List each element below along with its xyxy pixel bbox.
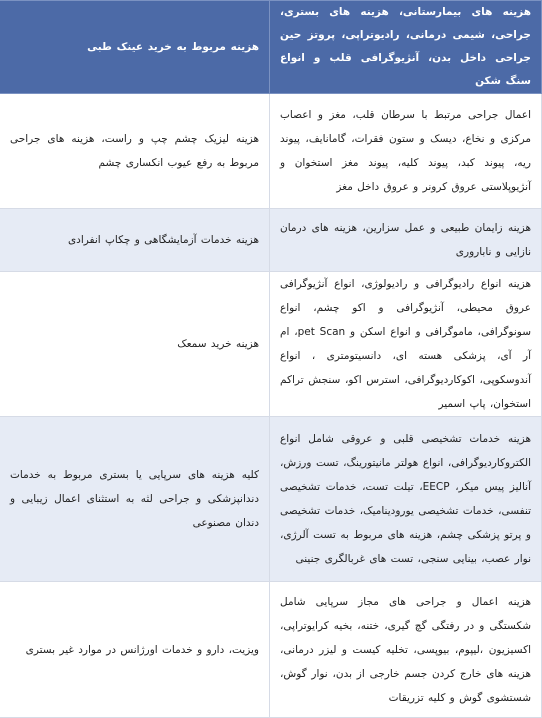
table-row — [0, 417, 542, 582]
table-cell-col-a: هزینه اعمال و جراحی های مجاز سرپایی شامل شکستگی و در رفتگی گچ گیری، ختنه، بخیه کرایوتراپی، اکسیزیون ،لیپوم، بیوپسی، تخلیه کیست و لیزر درمانی، هزینه های خارج کردن جسم خارجی از بدن، نوار گوش، شستشوی گوش و کلیه تزریقات — [270, 582, 542, 718]
table-cell-col-b: ویزیت، دارو و خدمات اورژانس در موارد غیر بستری — [0, 582, 270, 718]
table-row — [0, 209, 542, 272]
table-cell-col-b: هزینه خرید سمعک — [0, 272, 270, 417]
table-cell-col-b: کلیه هزینه های سرپایی یا بستری مربوط به خدمات دندانپزشکی و جراحی لثه به استثنای اعمال زیبایی و دندان مصنوعی — [0, 417, 270, 582]
table-row — [0, 94, 542, 209]
table-cell-col-b: هزینه خدمات آزمایشگاهی و چکاپ انفرادی — [0, 209, 270, 272]
table-cell-col-b: هزینه لیزیک چشم چپ و راست، هزینه های جراحی مربوط به رفع عیوب انکساری چشم — [0, 94, 270, 209]
table-cell-col-a: هزینه زایمان طبیعی و عمل سزارین، هزینه های درمان نازایی و ناباروری — [270, 209, 542, 272]
table-header-row — [0, 1, 542, 94]
header-col-hospital: هزینه های بیمارستانی، هزینه های بستری، جراحی، شیمی درمانی، رادیوتراپی، پروتز حین جراحی داخل بدن، آنژیوگرافی قلب و انواع سنگ شکن — [270, 1, 542, 94]
table-cell-col-a: اعمال جراحی مرتبط با سرطان قلب، مغز و اعصاب مرکزی و نخاع، دیسک و ستون فقرات، گامانایف، پیوند ریه، پیوند کبد، پیوند کلیه، پیوند مغز استخوان و آنژیوپلاستی عروق کرونر و عروق داخل مغز — [270, 94, 542, 209]
table-row — [0, 272, 542, 417]
header-col-glasses: هزینه مربوط به خرید عینک طبی — [0, 1, 270, 94]
table-cell-col-a: هزینه انواع رادیوگرافی و رادیولوژی، انواع آنژیوگرافی عروق محیطی، آنژیوگرافی و اکو چشم، انواع سونوگرافی، ماموگرافی و انواع اسکن و pet Scan، ام آر آی، پزشکی هسته ای، دانسیتومتری ، انواع آندوسکوپی، اکوکاردیوگرافی، استرس اکو، سنجش تراکم استخوان، پاپ اسمیر — [270, 272, 542, 417]
table-cell-col-a: هزینه خدمات تشخیصی قلبی و عروقی شامل انواع الکتروکاردیوگرافی، انواع هولتر مانیتورینگ، تست ورزش، آنالیز پیس میکر، EECP، تیلت تست، خدمات تشخیصی تنفسی، خدمات تشخیصی یورودینامیک، خدمات تشخیصی و پرتو پزشکی چشم، هزینه های مربوط به تست آلرژی، نوار عصب، بینایی سنجی، تست های غربالگری جنینی — [270, 417, 542, 582]
table-row — [0, 582, 542, 718]
